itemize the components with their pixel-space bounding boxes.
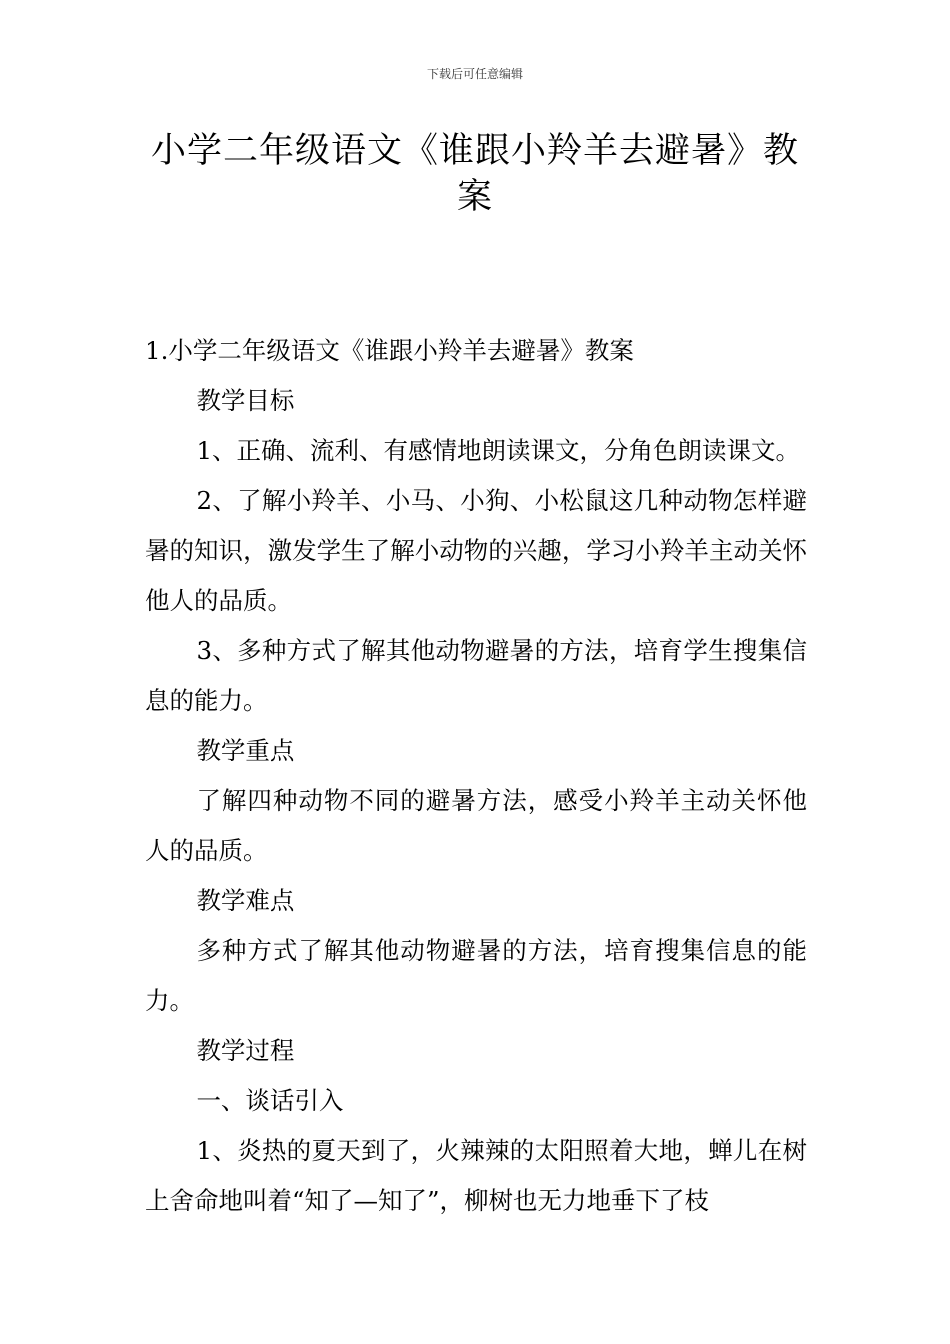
paragraph: 1、正确、流利、有感情地朗读课文，分角色朗读课文。 (196, 436, 801, 465)
paragraph: 1、炎热的夏天到了，火辣辣的太阳照着大地，蝉儿在树上舍命地叫着“知了—知了”，柳树也无力地垂下了枝 (145, 1136, 807, 1215)
paragraph: 了解四种动物不同的避暑方法，感受小羚羊主动关怀他人的品质。 (145, 786, 807, 865)
paragraph: 2、了解小羚羊、小马、小狗、小松鼠这几种动物怎样避暑的知识，激发学生了解小动物的兴趣，学习小羚羊主动关怀他人的品质。 (145, 486, 807, 615)
paragraph-heading: 1.小学二年级语文《谁跟小羚羊去避暑》教案 (145, 336, 634, 365)
paragraph: 3、多种方式了解其他动物避暑的方法，培育学生搜集信息的能力。 (145, 636, 807, 715)
paragraph: 多种方式了解其他动物避暑的方法，培育搜集信息的能力。 (145, 936, 807, 1015)
subsection-heading: 一、谈话引入 (196, 1086, 344, 1115)
section-heading-process: 教学过程 (196, 1036, 295, 1065)
document-body (145, 326, 807, 1226)
document-title: 小学二年级语文《谁跟小羚羊去避暑》教案 (150, 131, 799, 217)
header-note: 下载后可任意编辑 (426, 67, 523, 81)
section-heading-key-points: 教学重点 (196, 736, 295, 765)
section-heading-objectives: 教学目标 (196, 386, 295, 415)
section-heading-difficulties: 教学难点 (196, 886, 295, 915)
